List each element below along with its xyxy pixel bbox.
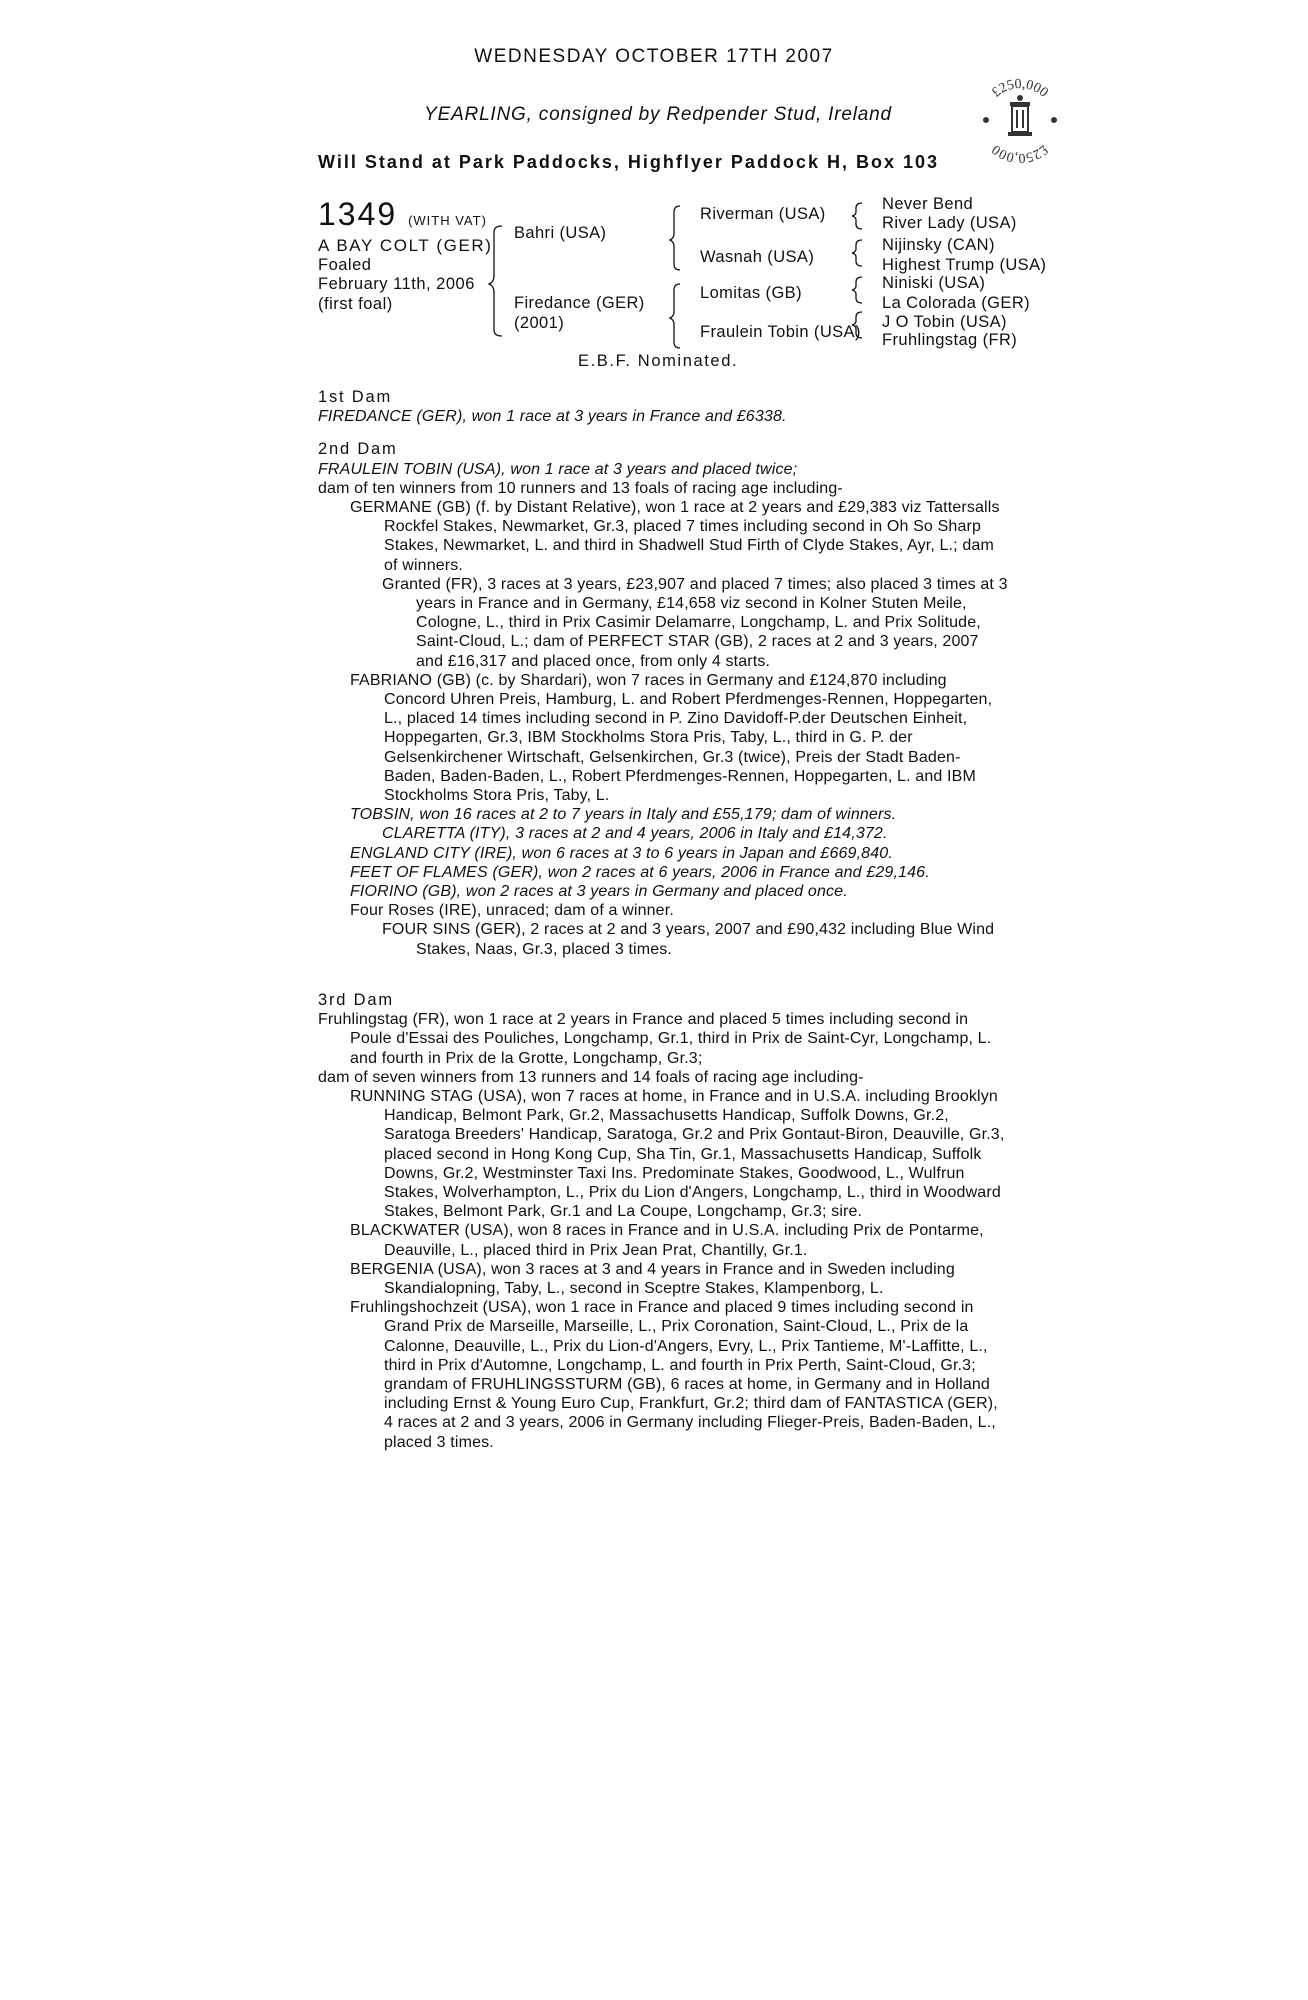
svg-text:£250,000: £250,000 xyxy=(989,141,1051,166)
second-dam-intro: FRAULEIN TOBIN (USA), won 1 race at 3 years and placed twice; xyxy=(318,460,798,478)
pedigree-sire: Bahri (USA) xyxy=(514,224,607,242)
third-dam-heading: 3rd Dam xyxy=(318,990,394,1009)
produce-tobsin: TOBSIN, won 16 races at 2 to 7 years in Italy and £55,179; dam of winners. xyxy=(350,806,897,824)
produce-granted: Granted (FR), 3 races at 3 years, £23,907 and placed 7 times; also placed 3 times at 3 years in France and in Germany, £14,658 viz second in Kolner Stuten Meile, Cologne, L., third in Prix Casimir Delamarre, Longchamp, L. and Prix Solitude, Saint-Cloud, L.; dam of PERFECT STAR (GB), 2 races at 2 and 3 years, 2007 and £16,317 and placed once, from only 4 starts. xyxy=(382,575,1008,670)
produce-england-city: ENGLAND CITY (IRE), won 6 races at 3 to 6 years in Japan and £669,840. xyxy=(350,844,893,862)
first-dam-heading: 1st Dam xyxy=(318,388,393,406)
produce-bergenia: BERGENIA (USA), won 3 races at 3 and 4 years in France and in Sweden including Skandialopning, Taby, L., second in Sceptre Stakes, Klampenborg, L. xyxy=(350,1260,955,1297)
pedigree-ddd: Fruhlingstag (FR) xyxy=(882,331,1018,349)
lot-info xyxy=(318,236,493,314)
vat-label: (WITH VAT) xyxy=(408,213,487,228)
second-dam-heading: 2nd Dam xyxy=(318,440,398,459)
pedigree-dss: Niniski (USA) xyxy=(882,274,986,292)
foaled-date: February 11th, 2006 xyxy=(318,275,475,293)
lot-name: A BAY COLT (GER) xyxy=(318,236,493,255)
price-stamp-icon xyxy=(972,70,1068,166)
produce-four-roses: Four Roses (IRE), unraced; dam of a winner. xyxy=(350,902,674,920)
produce-four-sins: FOUR SINS (GER), 2 races at 2 and 3 years, 2007 and £90,432 including Blue Wind Stakes, Naas, Gr.3, placed 3 times. xyxy=(382,921,995,958)
pedigree-dam-sire: Lomitas (GB) xyxy=(700,284,802,302)
catalogue-body xyxy=(318,388,1008,1452)
produce-fruhlingshochzeit: Fruhlingshochzeit (USA), won 1 race in France and placed 9 times including second in Grand Prix de Marseille, Marseille, L., Prix Coronation, Saint-Cloud, L., Prix de la Calonne, Deauville, L., Prix du Lion-d'Angers, Evry, L., Prix Tantieme, M'-Laffitte, L., third in Prix d'Automne, Longchamp, L. and fourth in Prix Perth, Saint-Cloud, Gr.3; grandam of FRUHLINGSSTURM (GB), 6 races at home, in Germany and in Holland including Ernst & Young Euro Cup, Frankfurt, Gr.2; third dam of FANTASTICA (GER), 4 races at 2 and 3 years, 2006 in Germany including Flieger-Preis, Baden-Baden, L., placed 3 times. xyxy=(350,1299,998,1451)
consignment-line: YEARLING, consigned by Redpender Stud, Ireland xyxy=(424,104,892,125)
produce-fabriano: FABRIANO (GB) (c. by Shardari), won 7 races in Germany and £124,870 including Concord Uhren Preis, Hamburg, L. and Robert Pferdmenges-Rennen, Hoppegarten, L., placed 14 times including second in P. Zino Davidoff-P.der Deutschen Einheit, Hoppegarten, Gr.3, IBM Stockholms Stora Pris, Taby, L., third in G. P. der Gelsenkirchener Wirtschaft, Gelsenkirchen, Gr.3 (twice), Preis der Stadt Baden-Baden, Baden-Baden, L., Robert Pferdmenges-Rennen, Hoppegarten, L. and IBM Stockholms Stora Pris, Taby, L. xyxy=(350,671,993,805)
second-dam-produce-summary: dam of ten winners from 10 runners and 13 foals of racing age including- xyxy=(318,479,843,497)
stand-location: Will Stand at Park Paddocks, Highflyer Paddock H, Box 103 xyxy=(318,152,939,172)
pedigree-dam: Firedance (GER) xyxy=(514,294,645,312)
third-dam-produce-summary: dam of seven winners from 13 runners and 14 foals of racing age including- xyxy=(318,1068,864,1086)
pedigree-dds: J O Tobin (USA) xyxy=(882,313,1007,331)
first-foal-note: (first foal) xyxy=(318,294,393,313)
lot-number: 1349 xyxy=(318,196,398,232)
foaled-label: Foaled xyxy=(318,255,372,274)
produce-running-stag: RUNNING STAG (USA), won 7 races at home, in France and in U.S.A. including Brooklyn Handicap, Belmont Park, Gr.2, Massachusetts Handicap, Suffolk Downs, Gr.2, Saratoga Breeders' Handicap, Saratoga, Gr.2 and Prix Gontaut-Biron, Deauville, Gr.3, placed second in Hong Kong Cup, Sha Tin, Gr.1, Massachusetts Handicap, Suffolk Downs, Gr.2, Westminster Taxi Ins. Predominate Stakes, Goodwood, L., Wulfrun Stakes, Wolverhampton, L., Prix du Lion d'Angers, Longchamp, L., third in Woodward Stakes, Belmont Park, Gr.1 and La Coupe, Longchamp, Gr.3; sire. xyxy=(350,1087,1005,1221)
produce-blackwater: BLACKWATER (USA), won 8 races in France and in U.S.A. including Prix de Pontarme, Deauville, L., placed third in Prix Jean Prat, Chantilly, Gr.1. xyxy=(350,1222,984,1259)
ebf-note: E.B.F. Nominated. xyxy=(578,352,739,370)
pedigree-sire-dam: Wasnah (USA) xyxy=(700,248,815,266)
section-gap xyxy=(318,959,1008,977)
pedigree-sdd: Highest Trump (USA) xyxy=(882,256,1047,274)
third-dam-intro: Fruhlingstag (FR), won 1 race at 2 years in France and placed 5 times including second in Poule d'Essai des Pouliches, Longchamp, Gr.1, third in Prix de Saint-Cyr, Longchamp, L. and fourth in Prix de la Grotte, Longchamp, Gr.3; xyxy=(318,1011,992,1067)
lot-number-block xyxy=(318,196,487,233)
produce-fiorino: FIORINO (GB), won 2 races at 3 years in Germany and placed once. xyxy=(350,883,848,901)
produce-claretta: CLARETTA (ITY), 3 races at 2 and 4 years, 2006 in Italy and £14,372. xyxy=(382,825,888,843)
pedigree-dsd: La Colorada (GER) xyxy=(882,294,1031,312)
pedigree-ssd: River Lady (USA) xyxy=(882,214,1017,232)
produce-germane: GERMANE (GB) (f. by Distant Relative), won 1 race at 2 years and £29,383 viz Tattersalls Rockfel Stakes, Newmarket, Gr.3, placed 7 times including second in Oh So Sharp Stakes, Newmarket, L. and third in Shadwell Stud Firth of Clyde Stakes, Ayr, L.; dam of winners. xyxy=(350,499,1000,574)
pedigree-sire-sire: Riverman (USA) xyxy=(700,205,826,223)
pedigree-sds: Nijinsky (CAN) xyxy=(882,236,995,254)
pedigree-sss: Never Bend xyxy=(882,195,974,213)
pedigree-dam-dam: Fraulein Tobin (USA) xyxy=(700,323,861,341)
first-dam-line: FIREDANCE (GER), won 1 race at 3 years in France and £6338. xyxy=(318,408,787,426)
produce-feet-of-flames: FEET OF FLAMES (GER), won 2 races at 6 years, 2006 in France and £29,146. xyxy=(350,863,930,881)
pedigree-dam-year: (2001) xyxy=(514,314,565,332)
svg-text:£250,000: £250,000 xyxy=(989,76,1051,101)
sale-date: WEDNESDAY OCTOBER 17TH 2007 xyxy=(474,46,834,67)
